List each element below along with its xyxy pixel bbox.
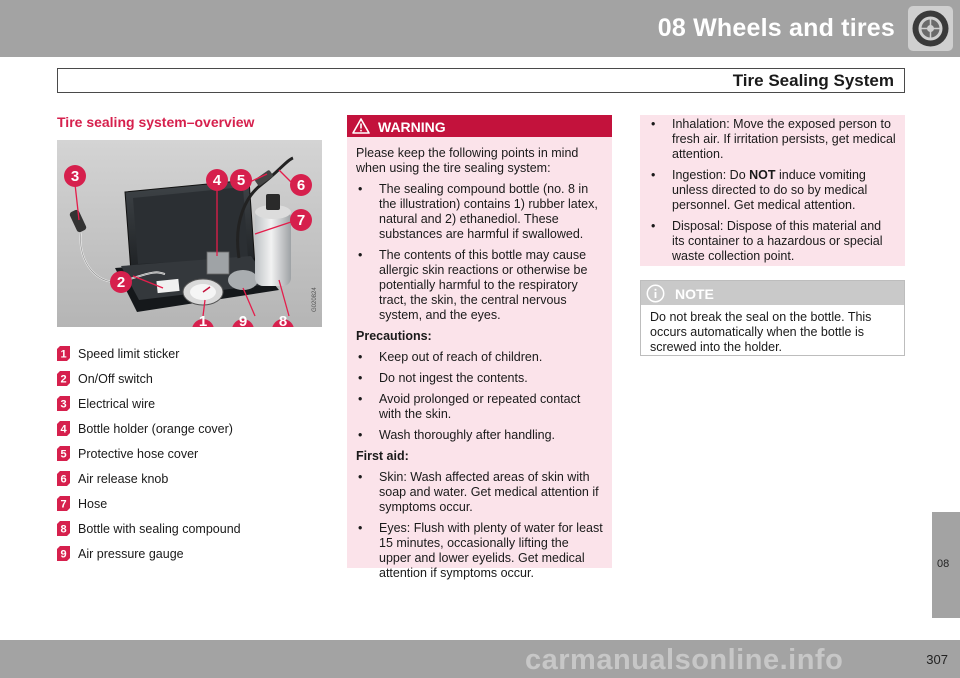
legend-item: [57, 341, 322, 366]
bullet-text: The contents of this bottle may cause allergic skin reactions or otherwise be potentially harmful to the respiratory tract, the skin, the central nervous system, and the eyes.: [379, 248, 588, 322]
bullet-dot-icon: •: [358, 428, 363, 442]
callout-4: 4: [212, 172, 222, 189]
legend-number-badge: [57, 546, 70, 561]
bullet-dot-icon: •: [358, 371, 363, 385]
bullet-text-part: induce vomiting unless directed to do so by medical personnel. Get medical attention.: [672, 168, 868, 212]
legend-number: 1: [60, 348, 67, 361]
bullet-text: Skin: Wash affected areas of skin with soap and water. Get medical attention if symptoms occur.: [379, 470, 599, 514]
legend-number: 5: [60, 448, 67, 461]
legend-number-badge: [57, 521, 70, 536]
legend-label: Bottle holder (orange cover): [78, 421, 233, 436]
legend-item: [57, 366, 322, 391]
legend-item: [57, 391, 322, 416]
legend-number: 4: [60, 423, 67, 436]
overview-column: [57, 114, 322, 566]
legend-item: [57, 441, 322, 466]
legend-label: Speed limit sticker: [78, 346, 180, 361]
bullet-item: [356, 521, 604, 581]
info-icon: [646, 284, 665, 303]
legend-label: Protective hose cover: [78, 446, 199, 461]
bullet-text: [672, 168, 867, 212]
bullet-item: [356, 470, 604, 515]
bullet-text: Keep out of reach of children.: [379, 350, 543, 364]
warning-body: [347, 137, 612, 581]
bullet-dot-icon: •: [358, 248, 363, 262]
watermark: carmanualsonline.info: [525, 644, 844, 676]
bullet-text-bold: NOT: [749, 168, 776, 182]
bullet-text: The sealing compound bottle (no. 8 in the illustration) contains 1) rubber latex, natural and 2) ethanediol. These substances are harmful if swallowed.: [379, 182, 598, 241]
note-header: [641, 281, 904, 305]
legend-number-badge: [57, 371, 70, 386]
bullet-text: Avoid prolonged or repeated contact with the skin.: [379, 392, 581, 421]
section-title: Tire Sealing System: [732, 71, 894, 90]
page-number: 307: [926, 652, 948, 667]
legend-number-badge: [57, 421, 70, 436]
legend-item: [57, 491, 322, 516]
legend-label: Electrical wire: [78, 396, 156, 411]
warning-intro: Please keep the following points in mind when using the tire sealing system:: [356, 146, 579, 175]
bullet-item: [356, 248, 604, 323]
legend-item: [57, 466, 322, 491]
first-aid-heading: First aid:: [356, 449, 409, 463]
bullet-item: [649, 117, 897, 162]
legend-number-badge: [57, 396, 70, 411]
legend-number: 2: [60, 373, 67, 386]
note-label: NOTE: [675, 286, 714, 302]
warning-label: WARNING: [378, 119, 446, 135]
legend-number-badge: [57, 446, 70, 461]
callout-2: 2: [116, 274, 126, 291]
tire-sealing-kit-photo: [57, 140, 322, 327]
precautions-heading: Precautions:: [356, 329, 432, 343]
chapter-title: 08 Wheels and tires: [657, 14, 895, 42]
bullet-dot-icon: •: [358, 470, 363, 484]
callout-9: 9: [238, 313, 248, 327]
legend-number: 7: [60, 498, 67, 511]
bullet-item: [356, 182, 604, 242]
legend-number: 9: [60, 548, 67, 561]
bullet-item: [649, 219, 897, 264]
legend-number: 3: [60, 398, 67, 411]
legend-number-badge: [57, 496, 70, 511]
legend-item: [57, 416, 322, 441]
warning-triangle-icon: [352, 118, 370, 134]
bullet-text: Wash thoroughly after handling.: [379, 428, 556, 442]
legend-number: 6: [60, 473, 67, 486]
callout-6: 6: [296, 177, 306, 194]
bullet-dot-icon: •: [358, 350, 363, 364]
legend-number-badge: [57, 471, 70, 486]
bullet-dot-icon: •: [358, 182, 363, 196]
overview-title: Tire sealing system–overview: [57, 114, 255, 130]
bullet-dot-icon: •: [358, 392, 363, 406]
legend-item: [57, 541, 322, 566]
bullet-text: Eyes: Flush with plenty of water for least 15 minutes, occasionally lifting the upper and lower eyelids. Get medical attention if symptoms occur.: [379, 521, 603, 580]
bullet-text: Do not ingest the contents.: [379, 371, 528, 385]
bullet-dot-icon: •: [358, 521, 363, 535]
callout-8: 8: [278, 313, 288, 327]
legend-label: Hose: [78, 496, 108, 511]
legend-label: Bottle with sealing compound: [78, 521, 241, 536]
callout-3: 3: [70, 168, 80, 185]
chapter-tab[interactable]: [932, 512, 960, 618]
legend-list: [57, 341, 322, 566]
warning-header: [347, 115, 612, 137]
legend-number-badge: [57, 346, 70, 361]
bullet-item: [649, 168, 897, 213]
callout-5: 5: [236, 172, 246, 189]
bullet-text-part: Ingestion: Do: [672, 168, 750, 182]
legend-number: 8: [60, 523, 67, 536]
warning-continuation: [640, 115, 905, 266]
bullet-item: [356, 392, 604, 422]
bullet-item: [356, 371, 604, 386]
bullet-item: [356, 428, 604, 443]
legend-item: [57, 516, 322, 541]
bullet-item: [356, 350, 604, 365]
section-title-box: [57, 68, 905, 93]
note-box: [640, 280, 905, 356]
bullet-dot-icon: •: [651, 219, 656, 233]
legend-label: On/Off switch: [78, 371, 153, 386]
bullet-dot-icon: •: [651, 168, 656, 182]
photo-code: G020824: [312, 287, 318, 312]
legend-label: Air release knob: [78, 471, 169, 486]
bullet-text: Disposal: Dispose of this material and its container to a hazardous or special waste collection point.: [672, 219, 883, 263]
bullet-dot-icon: •: [651, 117, 656, 131]
tire-icon: [908, 6, 953, 51]
callout-1: 1: [198, 313, 208, 327]
warning-box: [347, 115, 612, 580]
header-bar: [0, 0, 960, 57]
chapter-tab-label: 08: [937, 558, 950, 570]
note-text: Do not break the seal on the bottle. This occurs automatically when the bottle is screwed into the holder.: [650, 310, 872, 354]
callout-7: 7: [296, 212, 306, 229]
bullet-text: Inhalation: Move the exposed person to fresh air. If irritation persists, get medical attention.: [672, 117, 896, 161]
legend-label: Air pressure gauge: [78, 546, 184, 561]
